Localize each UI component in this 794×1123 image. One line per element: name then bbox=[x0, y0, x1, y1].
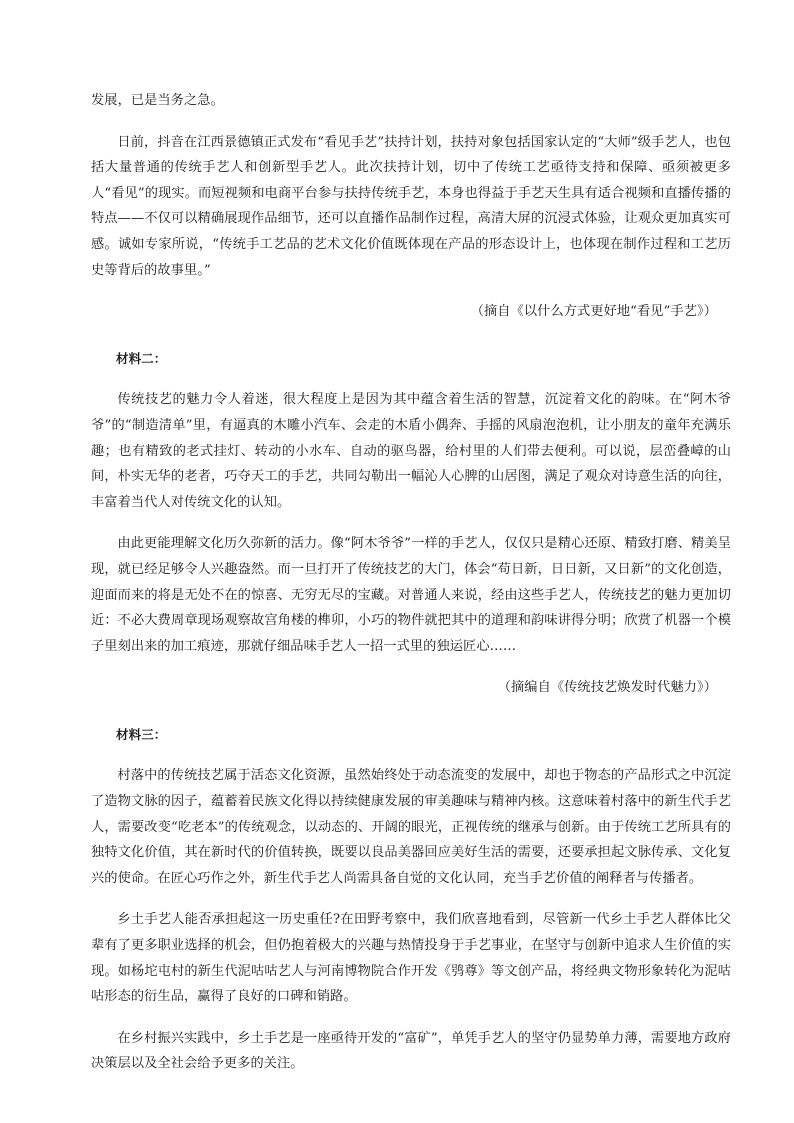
paragraph-intro-end: 发展，已是当务之急。 bbox=[91, 93, 224, 108]
source-citation-1: （摘自《以什么方式更好地“看见”手艺》） bbox=[470, 304, 717, 320]
source-citation-2: （摘编自《传统技艺焕发时代魅力》） bbox=[497, 680, 717, 696]
paragraph-kanjian-shouyi: 日前，抖音在江西景德镇正式发布“看见手艺”扶持计划，扶持对象包括国家认定的“大师”级手艺人，也包括大量普通的传统手艺人和创新型手艺人。此次扶持计划，切中了传统工艺亟待支持和保障、亟须被更多人“看见”的现实。而短视频和电商平台参与扶持传统手艺，本身也得益于手艺天生具有适合视频和直播传播的特点——不仅可以精确展现作品细节，还可以直播作品制作过程，高清大屏的沉浸式体验，让观众更加真实可感。诚如专家所说，“传统手工艺品的艺术文化价值既体现在产品的形态设计上，也体现在制作过程和工艺历史等背后的故事里。” bbox=[91, 134, 731, 278]
section-heading-material-2: 材料二： bbox=[116, 350, 167, 366]
document-page bbox=[91, 88, 731, 1077]
paragraph-amu-grandpa: 传统技艺的魅力令人着迷，很大程度上是因为其中蕴含着生活的智慧，沉淀着文化的韵味。在“阿木爷爷”的“制造清单”里，有逼真的木雕小汽车、会走的木盾小偶奔、手摇的风扇泡泡机，让小朋友的童年充满乐趣；也有精致的老式挂灯、转动的小水车、自动的驱鸟器，给村里的人们带去便利。可以说，层峦叠嶂的山间，朴实无华的老者，巧夺天工的手艺，共同勾勒出一幅沁人心脾的山居图，满足了观众对诗意生活的向往，丰富着当代人对传统文化的认知。 bbox=[91, 392, 731, 510]
paragraph-living-culture: 村落中的传统技艺属于活态文化资源，虽然始终处于动态流变的发展中，却也于物态的产品形式之中沉淀了造物文脉的因子，蕴蓄着民族文化得以持续健康发展的审美趣味与精神内核。这意味着村落中的新生代手艺人，需要改变“吃老本”的传统观念，以动态的、开阔的眼光，正视传统的继承与创新。由于传统工艺所具有的独特文化价值，其在新时代的价值转换，既要以良品美器回应美好生活的需要，还要承担起文脉传承、文化复兴的使命。在匠心巧作之外，新生代手艺人尚需具备自觉的文化认同，充当手艺价值的阐释者与传播者。 bbox=[91, 768, 731, 886]
paragraph-rural-craftsmen: 乡土手艺人能否承担起这一历史重任?在田野考察中，我们欣喜地看到，尽管新一代乡土手艺人群体比父辈有了更多职业选择的机会，但仍抱着极大的兴趣与热情投身于手艺事业，在坚守与创新中追求人生价值的实现。如杨坨屯村的新生代泥咕咕艺人与河南博物院合作开发《鸮尊》等文创产品，将经典文物形象转化为泥咕咕形态的衍生品，赢得了良好的口碑和销路。 bbox=[91, 912, 731, 1005]
section-heading-material-3: 材料三： bbox=[116, 726, 167, 742]
paragraph-rural-revitalization: 在乡村振兴实践中，乡土手艺是一座亟待开发的“富矿”，单凭手艺人的坚守仍显势单力薄，需要地方政府决策层以及全社会给予更多的关注。 bbox=[91, 1030, 731, 1072]
paragraph-cultural-vitality: 由此更能理解文化历久弥新的活力。像“阿木爷爷”一样的手艺人，仅仅只是精心还原、精致打磨、精美呈现，就已经足够令人兴趣盎然。而一旦打开了传统技艺的大门，体会“苟日新，日日新，又日新”的文化创造，迎面而来的将是无处不在的惊喜、无穷无尽的宝藏。对普通人来说，经由这些手艺人，传统技艺的魅力更加切近：不必大费周章现场观察故宫角楼的榫卯，小巧的物件就把其中的道理和韵味讲得分明；欣赏了机器一个模子里刻出来的加工痕迹，那就仔细品味手艺人一招一式里的独运匠心…… bbox=[91, 536, 731, 654]
